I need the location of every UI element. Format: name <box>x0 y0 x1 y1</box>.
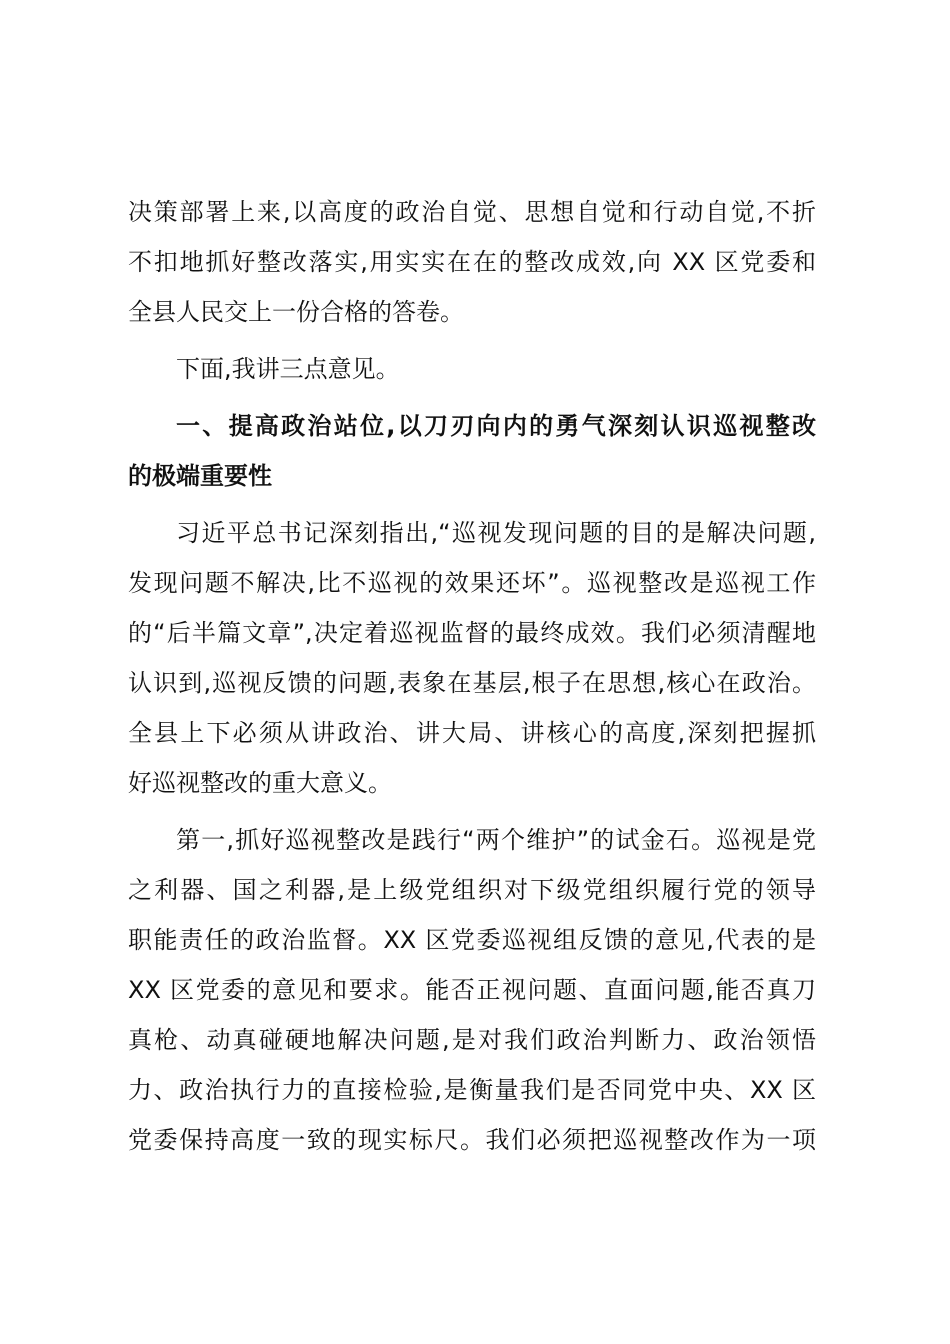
text-line: 第一,抓好巡视整改是践行“两个维护”的试金石。巡视是党 <box>176 826 816 854</box>
paragraph-first-point <box>128 815 816 1165</box>
text-line: 好巡视整改的重大意义。 <box>128 769 392 797</box>
text-line: 下面,我讲三点意见。 <box>176 355 400 383</box>
text-line: 决策部署上来,以高度的政治自觉、思想自觉和行动自觉,不折 <box>128 198 816 226</box>
text-line: 职能责任的政治监督。XX 区党委巡视组反馈的意见,代表的是 <box>128 926 816 954</box>
text-line: 认识到,巡视反馈的问题,表象在基层,根子在思想,核心在政治。 <box>128 669 816 697</box>
text-line: 的“后半篇文章”,决定着巡视监督的最终成效。我们必须清醒地 <box>128 619 816 647</box>
heading-line: 一、提高政治站位,以刀刃向内的勇气深刻认识巡视整改 <box>176 412 816 440</box>
text-line: 之利器、国之利器,是上级党组织对下级党组织履行党的领导 <box>128 876 816 904</box>
text-line: 全县上下必须从讲政治、讲大局、讲核心的高度,深刻把握抓 <box>128 719 816 747</box>
text-line: 全县人民交上一份合格的答卷。 <box>128 298 464 326</box>
text-line: 力、政治执行力的直接检验,是衡量我们是否同党中央、XX 区 <box>128 1076 816 1104</box>
text-line: 党委保持高度一致的现实标尺。我们必须把巡视整改作为一项 <box>128 1126 816 1154</box>
section-heading <box>128 401 816 501</box>
text-line: 不扣地抓好整改落实,用实实在在的整改成效,向 XX 区党委和 <box>128 248 816 276</box>
document-page <box>128 187 816 1172</box>
heading-line: 的极端重要性 <box>128 462 272 490</box>
text-line: 发现问题不解决,比不巡视的效果还坏”。巡视整改是巡视工作 <box>128 569 816 597</box>
text-line: XX 区党委的意见和要求。能否正视问题、直面问题,能否真刀 <box>128 976 816 1004</box>
paragraph-intro-continued <box>128 187 816 337</box>
text-line: 习近平总书记深刻指出,“巡视发现问题的目的是解决问题, <box>176 519 816 547</box>
paragraph-transition <box>128 344 816 394</box>
paragraph-quote <box>128 508 816 808</box>
text-line: 真枪、动真碰硬地解决问题,是对我们政治判断力、政治领悟 <box>128 1026 816 1054</box>
